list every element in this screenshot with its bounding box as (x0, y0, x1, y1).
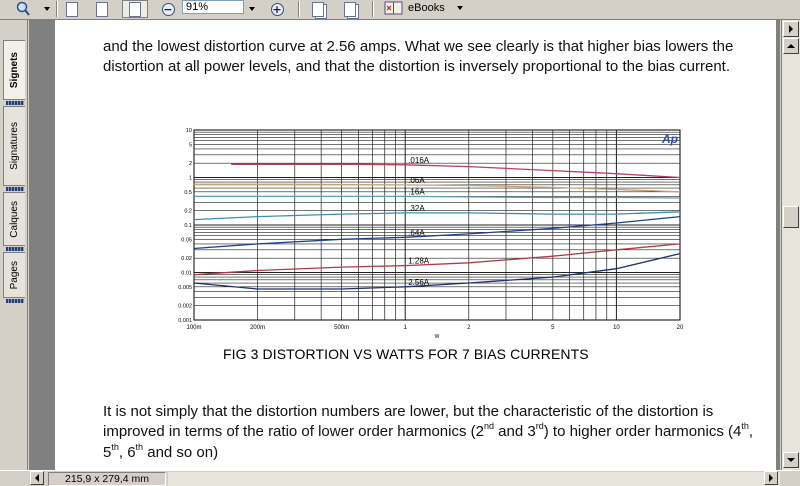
plus-icon: + (272, 2, 282, 16)
superscript: th (741, 421, 749, 432)
navigation-tabs (0, 20, 28, 470)
rotate-pages-icon (344, 2, 356, 17)
tab-label: Signets (9, 51, 20, 89)
superscript: nd (483, 421, 494, 432)
x-tick-label: 500m (334, 325, 350, 331)
zoom-input[interactable] (182, 0, 244, 14)
text-run: , 5 (103, 423, 754, 461)
paragraph-top: and the lowest distortion curve at 2.56 amps. What we see clearly is that higher bias lowers the distortion at all power levels, and that the distortion is inversely proportional to the bias current. (103, 38, 734, 76)
vertical-scrollbar[interactable] (781, 20, 800, 470)
tab-label: Calques (9, 200, 20, 238)
x-tick-label: 20 (676, 325, 684, 331)
arrow-left-icon (35, 474, 39, 482)
text-run: and so on) (143, 443, 219, 461)
series-label: 2.56A (408, 277, 430, 287)
text-run: It is not simply that the distortion numbers are lower, but the characteristic of the distortion is improved in terms of the ratio of lower order harmonics (2 (103, 403, 714, 441)
series-label: .016A (408, 155, 430, 165)
x-axis-label: W (434, 334, 440, 340)
tab-label: Pages (9, 260, 20, 290)
ebook-icon (384, 1, 404, 15)
y-tick-label: 5 (188, 142, 192, 149)
superscript: th (111, 441, 119, 452)
page-right-button[interactable] (783, 21, 799, 37)
x-tick-label: 100m (186, 325, 202, 331)
text-run: , 6 (118, 443, 136, 461)
status-bar (0, 470, 800, 486)
series-label: .32A (408, 203, 425, 213)
horizontal-scrollbar[interactable] (168, 472, 780, 486)
fit-width-button[interactable] (122, 0, 148, 18)
arrow-down-icon (787, 458, 795, 462)
y-tick-label: 0.2 (184, 208, 192, 215)
y-tick-label: 0.01 (181, 270, 192, 277)
superscript: rd (535, 421, 544, 432)
tab-grip (6, 187, 24, 191)
y-tick-label: 0.005 (178, 284, 192, 291)
series-label: .16A (408, 187, 425, 197)
paragraph-bottom (103, 402, 763, 463)
zoom-out-button[interactable] (160, 0, 176, 18)
ebooks-label: eBooks (408, 2, 445, 14)
fit-page-button[interactable] (92, 0, 112, 18)
x-tick-label: 5 (551, 325, 555, 331)
y-tick-label: 0.05 (181, 237, 192, 244)
page-size-readout: 215,9 x 279,4 mm (48, 472, 166, 486)
y-tick-label: 0.001 (178, 318, 192, 324)
figure-caption: FIG 3 DISTORTION VS WATTS FOR 7 BIAS CURRENTS (223, 346, 589, 362)
tab-signatures[interactable] (3, 106, 25, 186)
chevron-down-icon (44, 7, 50, 11)
distortion-chart (160, 126, 684, 340)
y-tick-label: 0.5 (184, 189, 192, 196)
zoom-value: 91% (186, 1, 209, 13)
toolbar-separator (372, 1, 374, 17)
tab-pages[interactable] (3, 252, 25, 298)
rotate-right-button[interactable] (338, 0, 362, 18)
scroll-thumb[interactable] (783, 206, 799, 228)
fit-width-icon (129, 2, 141, 17)
scroll-down-button[interactable] (783, 452, 799, 468)
tab-grip (6, 299, 24, 303)
actual-size-button[interactable] (62, 0, 82, 18)
tab-signets[interactable] (3, 40, 25, 100)
x-tick-label: 1 (403, 325, 407, 331)
scroll-right-button[interactable] (764, 471, 778, 485)
toolbar-separator (298, 1, 300, 17)
x-tick-label: 10 (613, 325, 620, 331)
tab-label: Signatures (9, 122, 20, 170)
magnifier-icon (15, 2, 31, 16)
y-tick-label: 1 (188, 175, 192, 182)
x-tick-label: 2 (467, 325, 471, 331)
status-nav-button[interactable] (30, 471, 44, 485)
minus-icon: − (163, 2, 173, 16)
y-tick-label: 0.002 (178, 303, 192, 310)
tab-calques[interactable] (3, 192, 25, 246)
text-run: ) to higher order harmonics (4 (543, 423, 742, 441)
superscript: th (135, 441, 144, 452)
toolbar-separator (56, 1, 58, 17)
y-tick-label: 2 (188, 161, 192, 168)
fit-page-icon (96, 2, 108, 17)
document-page (55, 20, 776, 470)
series-label: .06A (408, 175, 425, 185)
chevron-down-icon (249, 7, 255, 11)
toolbar (0, 0, 800, 20)
zoom-tool-dropdown[interactable] (42, 0, 52, 18)
arrow-up-icon (787, 44, 795, 48)
tab-grip (6, 247, 24, 251)
page-icon (66, 2, 78, 17)
y-tick-label: 0.1 (184, 223, 192, 229)
arrow-right-icon (769, 474, 773, 482)
ebooks-button[interactable] (384, 0, 463, 16)
text-run: and 3 (494, 423, 536, 441)
series-label: 1.28A (408, 256, 430, 266)
arrow-right-icon (789, 25, 793, 33)
series-label: .64A (408, 228, 425, 238)
zoom-in-button[interactable] (269, 0, 285, 18)
rotate-left-button[interactable] (306, 0, 330, 18)
zoom-dropdown[interactable] (246, 0, 258, 18)
ap-logo: Ap (662, 132, 678, 146)
y-tick-label: 0.02 (181, 256, 192, 263)
y-tick-label: 10 (185, 128, 192, 134)
rotate-pages-icon (312, 2, 324, 17)
chevron-down-icon (457, 6, 463, 10)
x-tick-label: 200m (250, 325, 266, 331)
zoom-tool-button[interactable] (12, 0, 34, 18)
scroll-up-button[interactable] (783, 38, 799, 54)
document-viewport[interactable] (29, 20, 780, 470)
tab-grip (6, 101, 24, 105)
